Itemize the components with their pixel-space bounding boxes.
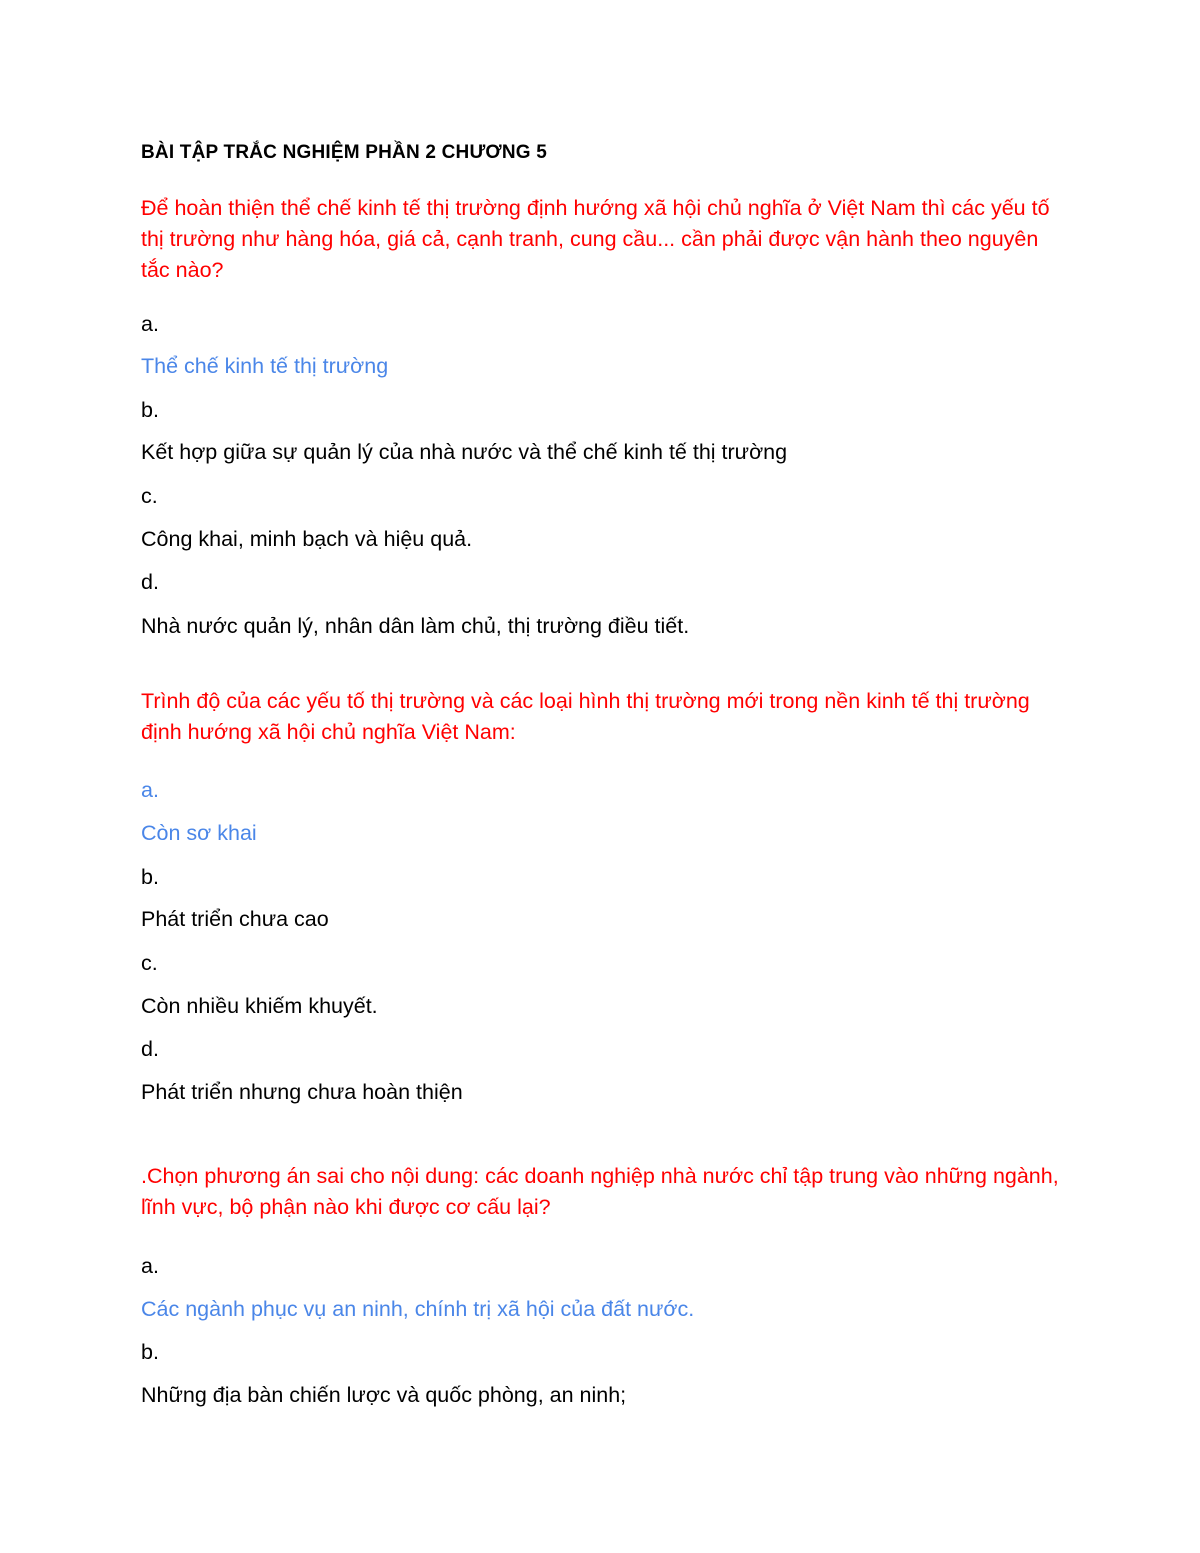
question-1-option-d-text: Nhà nước quản lý, nhân dân làm chủ, thị trường điều tiết. bbox=[141, 614, 690, 638]
question-2-option-d-text: Phát triển nhưng chưa hoàn thiện bbox=[141, 1080, 463, 1104]
question-2-option-a-text: Còn sơ khai bbox=[141, 821, 257, 845]
question-1-option-c-letter: c. bbox=[141, 484, 158, 508]
question-3-option-b-text: Những địa bàn chiến lược và quốc phòng, an ninh; bbox=[141, 1383, 627, 1407]
question-1-option-b-text: Kết hợp giữa sự quản lý của nhà nước và thể chế kinh tế thị trường bbox=[141, 440, 788, 464]
question-2-option-a-letter: a. bbox=[141, 778, 159, 802]
question-3-option-a-text: Các ngành phục vụ an ninh, chính trị xã hội của đất nước. bbox=[141, 1297, 695, 1321]
question-3-option-a-letter: a. bbox=[141, 1254, 159, 1278]
question-3-option-b-letter: b. bbox=[141, 1340, 159, 1364]
document-title: BÀI TẬP TRẮC NGHIỆM PHẦN 2 CHƯƠNG 5 bbox=[141, 142, 547, 163]
question-2-option-c-text: Còn nhiều khiếm khuyết. bbox=[141, 994, 378, 1018]
question-1-option-b-letter: b. bbox=[141, 398, 159, 422]
question-3-text: .Chọn phương án sai cho nội dung: các doanh nghiệp nhà nước chỉ tập trung vào những ngành, lĩnh vực, bộ phận nào khi được cơ cấu lại? bbox=[141, 1164, 1059, 1219]
question-1-option-a-text: Thể chế kinh tế thị trường bbox=[141, 354, 389, 378]
question-2-option-c-letter: c. bbox=[141, 951, 158, 975]
question-2-text: Trình độ của các yếu tố thị trường và các loại hình thị trường mới trong nền kinh tế thị trường định hướng xã hội chủ nghĩa Việt Nam: bbox=[141, 689, 1030, 744]
question-1-option-a-letter: a. bbox=[141, 312, 159, 336]
question-1-text: Để hoàn thiện thể chế kinh tế thị trường định hướng xã hội chủ nghĩa ở Việt Nam thì các yếu tố thị trường như hàng hóa, giá cả, cạnh tranh, cung cầu... cần phải được vận hành theo nguyên tắc nào? bbox=[141, 196, 1050, 282]
question-1-option-c-text: Công khai, minh bạch và hiệu quả. bbox=[141, 527, 473, 551]
question-1-option-d-letter: d. bbox=[141, 570, 159, 594]
question-2-option-b-letter: b. bbox=[141, 865, 159, 889]
question-2-option-b-text: Phát triển chưa cao bbox=[141, 907, 329, 931]
question-2-option-d-letter: d. bbox=[141, 1037, 159, 1061]
